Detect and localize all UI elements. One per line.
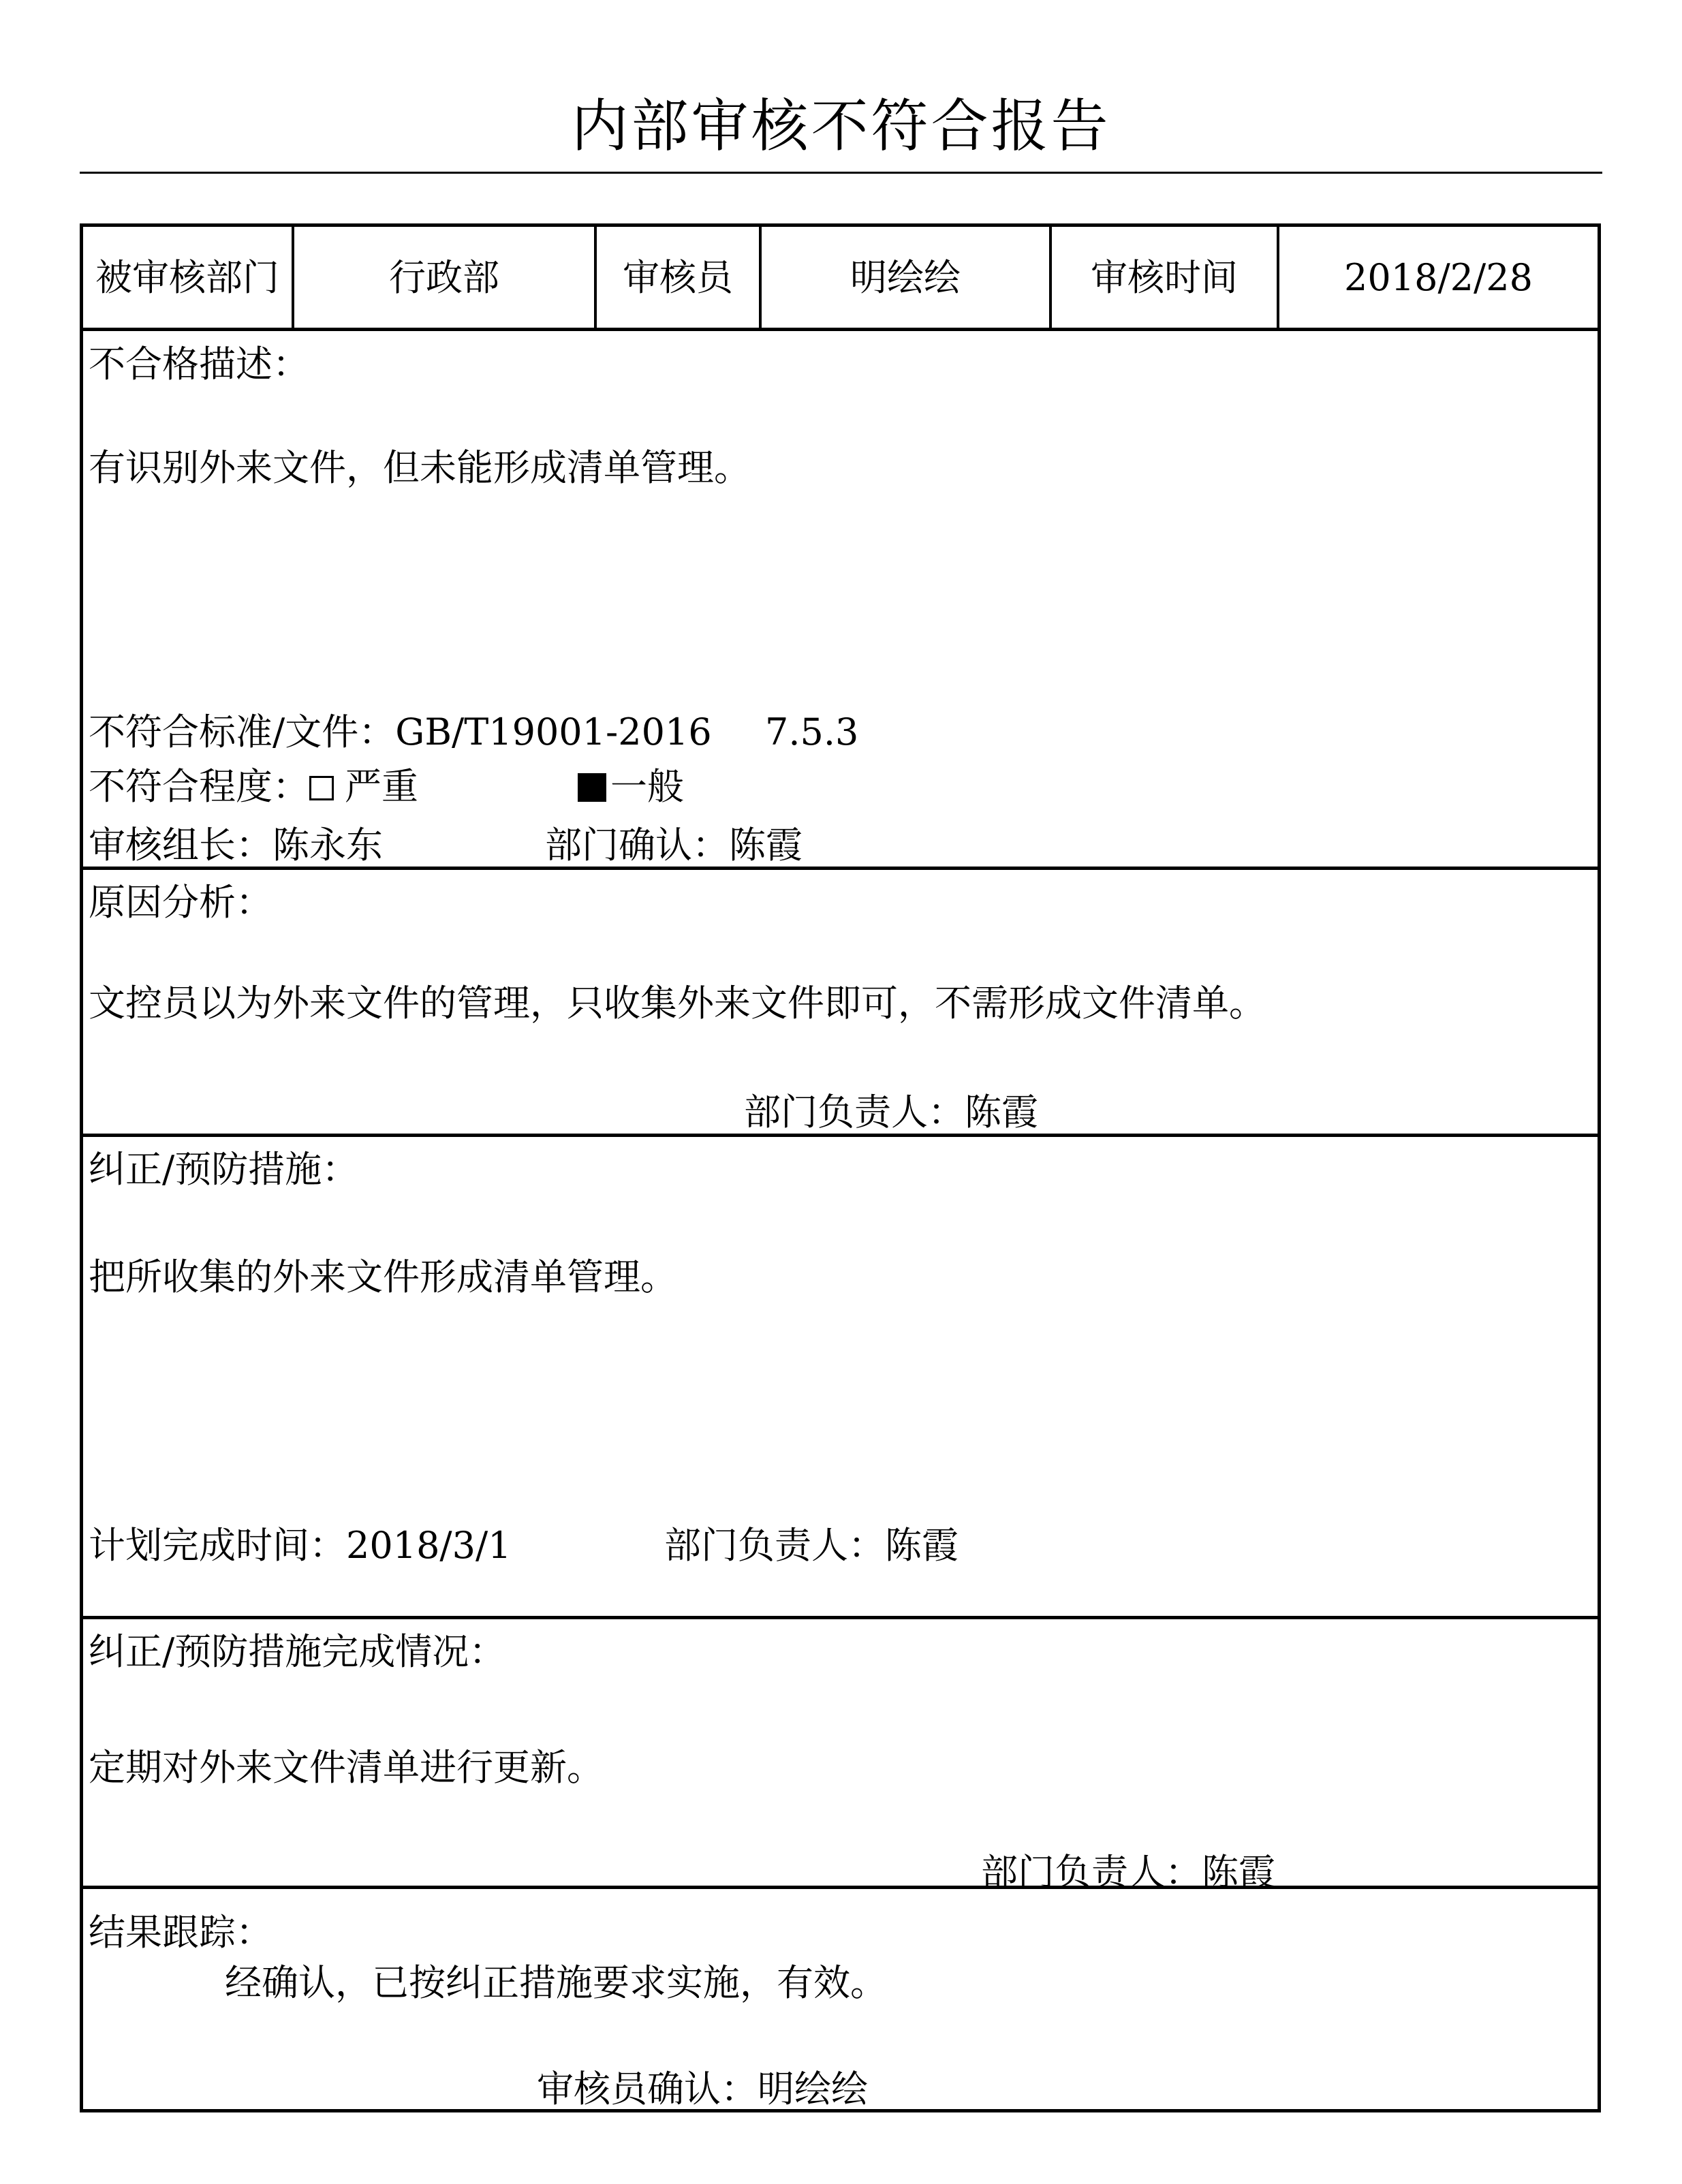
auditor-label: 审核员 <box>623 256 733 299</box>
corrective-signer: 部门负责人：陈霞 <box>664 1524 959 1567</box>
severity-general-option <box>578 763 684 811</box>
cause-text: 文控员以为外来文件的管理，只收集外来文件即可，不需形成文件清单。 <box>89 982 1266 1025</box>
severity-serious-checkbox[interactable] <box>309 776 334 800</box>
lead-auditor-sign: 审核组长：陈永东 <box>89 824 383 867</box>
cause-heading: 原因分析： <box>89 881 272 924</box>
severity-line <box>89 763 418 811</box>
divider-completion <box>80 1886 1601 1889</box>
standard-label: 不符合标准/文件： <box>89 711 396 753</box>
audited-dept-value: 行政部 <box>389 256 499 299</box>
standard-value: GB/T19001-2016 <box>395 711 712 753</box>
planned-completion-label: 计划完成时间： <box>89 1524 346 1567</box>
audited-dept-label: 被审核部门 <box>95 256 279 299</box>
completion-heading: 纠正/预防措施完成情况： <box>89 1630 506 1673</box>
auditor-value: 明绘绘 <box>850 256 961 299</box>
cause-signer: 部门负责人：陈霞 <box>744 1091 1038 1134</box>
completion-signer: 部门负责人：陈霞 <box>981 1851 1275 1894</box>
severity-label: 不符合程度： <box>89 765 309 808</box>
nonconformity-description: 有识别外来文件，但未能形成清单管理。 <box>89 446 751 489</box>
followup-heading: 结果跟踪： <box>89 1911 272 1954</box>
dept-confirm-sign: 部门确认：陈霞 <box>545 824 803 867</box>
standard-line <box>89 708 712 756</box>
audit-date-label: 审核时间 <box>1091 256 1238 299</box>
followup-signer: 审核员确认：明绘绘 <box>537 2068 868 2110</box>
nonconformity-heading: 不合格描述： <box>89 343 309 386</box>
title-underline <box>80 172 1602 174</box>
divider-corrective <box>80 1616 1601 1619</box>
severity-serious-label: 严重 <box>345 765 418 808</box>
followup-text: 经确认，已按纠正措施要求实施，有效。 <box>225 1961 887 2004</box>
audit-date-value: 2018/2/28 <box>1344 256 1533 299</box>
report-title: 内部审核不符合报告 <box>571 93 1111 159</box>
clause-number: 7.5.3 <box>765 711 859 753</box>
completion-text: 定期对外来文件清单进行更新。 <box>89 1746 604 1789</box>
planned-completion <box>89 1522 512 1570</box>
corrective-heading: 纠正/预防措施： <box>89 1148 359 1191</box>
corrective-text: 把所收集的外来文件形成清单管理。 <box>89 1255 677 1298</box>
severity-general-label: 一般 <box>610 765 684 808</box>
planned-completion-value: 2018/3/1 <box>346 1524 512 1567</box>
severity-general-checkbox[interactable] <box>578 773 606 802</box>
